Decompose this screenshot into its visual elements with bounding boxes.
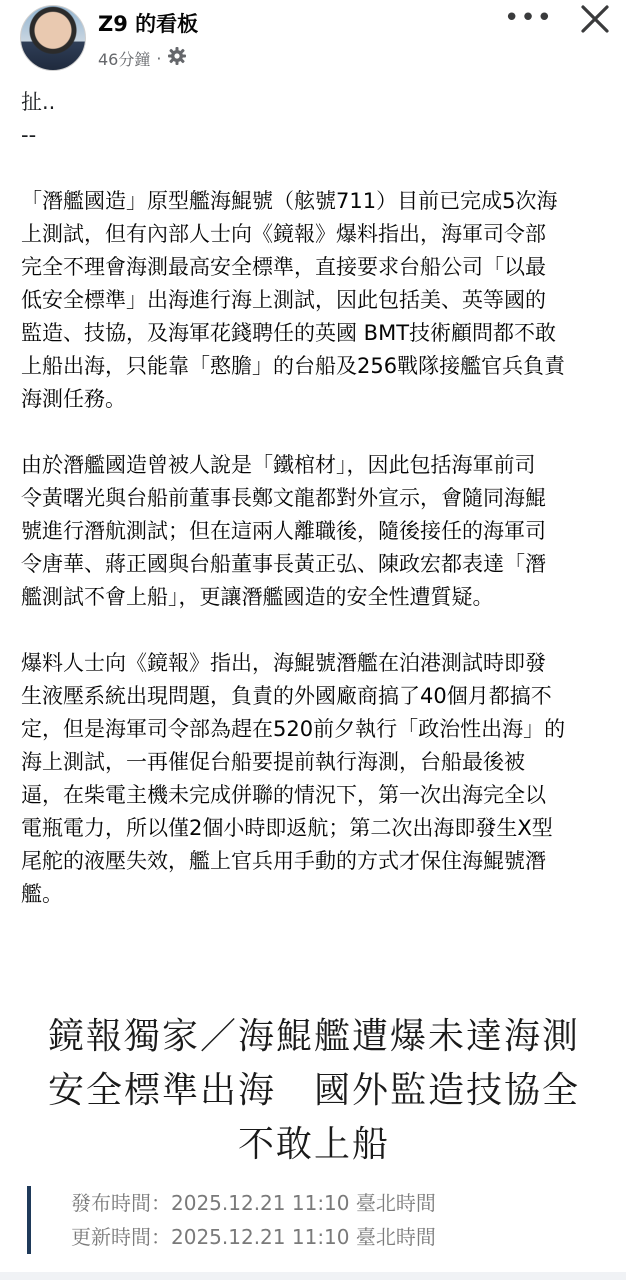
post-meta — [98, 46, 187, 70]
body-line: 完全不理會海測最高安全標準，直接要求台船公司「以最 — [21, 255, 546, 279]
body-line: 逼，在柴電主機未完成併聯的情況下，第一次出海完全以 — [21, 783, 546, 807]
post-body — [21, 86, 611, 944]
paragraph-1 — [21, 185, 611, 416]
preview-headline — [32, 1010, 596, 1172]
meta-separator: · — [156, 48, 162, 68]
author-name[interactable]: Z9 的看板 — [98, 12, 199, 36]
body-line: 定，但是海軍司令部為趕在520前夕執行「政治性出海」的 — [21, 717, 566, 741]
body-line: -- — [21, 123, 37, 147]
body-line: 監造、技協，及海軍花錢聘任的英國 BMT技術顧問都不敢 — [21, 321, 557, 345]
more-options-button[interactable]: ••• — [504, 3, 554, 33]
preview-timestamps — [27, 1186, 436, 1254]
gear-icon — [167, 46, 187, 70]
post-time[interactable]: 46分鐘 — [98, 49, 151, 69]
close-icon[interactable] — [578, 2, 612, 36]
paragraph-3 — [21, 647, 611, 911]
published-time: 發布時間：2025.12.21 11:10 臺北時間 — [71, 1191, 436, 1215]
paragraph-2 — [21, 449, 611, 614]
avatar[interactable] — [20, 5, 86, 71]
bottom-divider — [0, 1272, 626, 1280]
post-header — [0, 0, 626, 80]
body-line: 爆料人士向《鏡報》指出，海鯤號潛艦在泊港測試時即發 — [21, 651, 546, 675]
body-line: 上測試，但有內部人士向《鏡報》爆料指出，海軍司令部 — [21, 222, 546, 246]
body-line: 由於潛艦國造曾被人說是「鐵棺材」，因此包括海軍前司 — [21, 453, 536, 477]
body-line: 扯.. — [21, 90, 56, 114]
body-line: 海測任務。 — [21, 387, 126, 411]
updated-time: 更新時間：2025.12.21 11:10 臺北時間 — [71, 1225, 436, 1249]
body-line: 令唐華、蔣正國與台船董事長黃正弘、陳政宏都表達「潛 — [21, 552, 546, 576]
body-line: 艦。 — [21, 882, 63, 906]
body-line: 尾舵的液壓失效，艦上官兵用手動的方式才保住海鯤號潛 — [21, 849, 546, 873]
body-line: 海上測試，一再催促台船要提前執行海測，台船最後被 — [21, 750, 525, 774]
headline-line: 安全標準出海 國外監造技協全 — [47, 1070, 580, 1111]
body-line: 生液壓系統出現問題，負責的外國廠商搞了40個月都搞不 — [21, 684, 552, 708]
link-preview-card[interactable] — [0, 1010, 626, 1280]
body-line: 低安全標準」出海進行海上測試，因此包括美、英等國的 — [21, 288, 546, 312]
headline-line: 鏡報獨家／海鯤艦遭爆未達海測 — [47, 1016, 580, 1057]
body-line: 號進行潛航測試；但在這兩人離職後，隨後接任的海軍司 — [21, 519, 546, 543]
body-line: 「潛艦國造」原型艦海鯤號（舷號711）目前已完成5次海 — [21, 189, 558, 213]
body-line: 艦測試不會上船」，更讓潛艦國造的安全性遭質疑。 — [21, 585, 494, 609]
body-line: 上船出海，只能靠「憨膽」的台船及256戰隊接艦官兵負責 — [21, 354, 566, 378]
paragraph-intro — [21, 86, 611, 152]
headline-line: 不敢上船 — [237, 1124, 390, 1165]
body-line: 電瓶電力，所以僅2個小時即返航；第二次出海即發生X型 — [21, 816, 553, 840]
body-line: 令黃曙光與台船前董事長鄭文龍都對外宣示，會隨同海鯤 — [21, 486, 546, 510]
